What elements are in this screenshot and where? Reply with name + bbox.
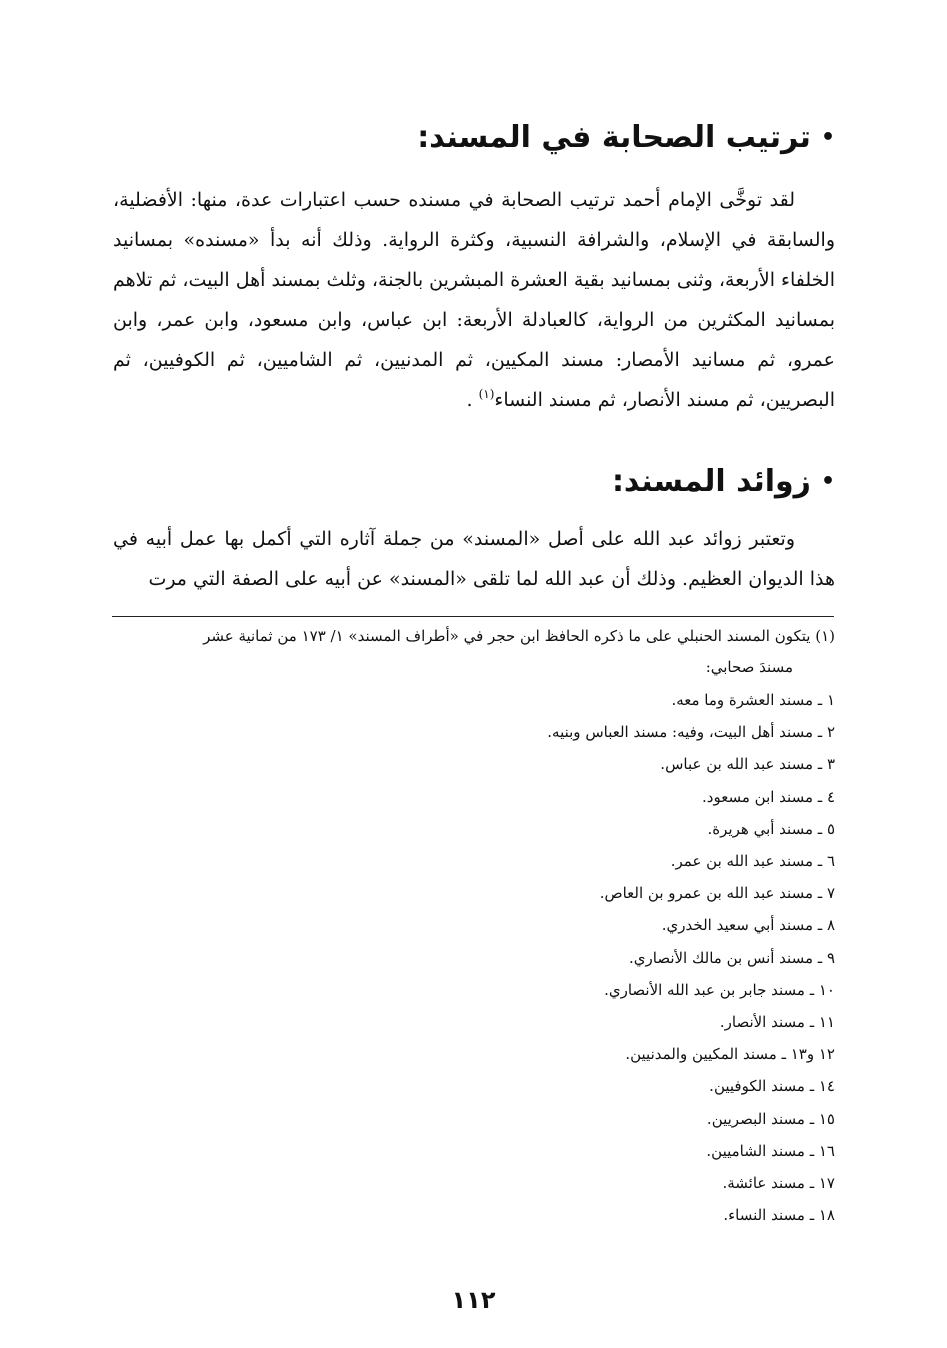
footnote-separator (112, 616, 834, 617)
paragraph-text: وتعتبر زوائد عبد الله على أصل «المسند» من جملة آثاره التي أكمل بها عمل أبيه في هذا الديوان العظيم. وذلك أن عبد الله لما تلقى «المسند» عن أبيه على الصفة التي مرت (113, 528, 835, 590)
paragraph-companions-order (113, 180, 835, 420)
list-item: ٥ ـ مسند أبي هريرة. (707, 819, 835, 838)
footnote-intro (113, 621, 835, 683)
list-item: ١١ ـ مسند الأنصار. (719, 1013, 835, 1032)
list-item: ٤ ـ مسند ابن مسعود. (702, 787, 835, 806)
paragraph-additions (113, 519, 835, 599)
list-item: ١٦ ـ مسند الشاميين. (706, 1141, 835, 1160)
list-item: ٦ ـ مسند عبد الله بن عمر. (670, 852, 835, 871)
heading-text: زوائد المسند: (611, 464, 811, 499)
list-item: ٣ ـ مسند عبد الله بن عباس. (660, 755, 835, 774)
footnote-musnad-list (547, 684, 835, 1231)
page-number: ١١٢ (451, 1286, 496, 1314)
footnote-reference[interactable]: (١) (478, 387, 495, 401)
list-item: ١٢ و١٣ ـ مسند المكيين والمدنيين. (625, 1045, 835, 1064)
heading-bullet: • (820, 469, 835, 494)
section-heading-companions-order (417, 118, 835, 158)
list-item: ١٨ ـ مسند النساء. (723, 1206, 835, 1225)
heading-text: ترتيب الصحابة في المسند: (417, 120, 811, 155)
paragraph-end: . (466, 389, 479, 411)
list-item: ١٥ ـ مسند البصريين. (706, 1109, 835, 1128)
list-item: ١٠ ـ مسند جابر بن عبد الله الأنصاري. (604, 980, 835, 999)
list-item: ٧ ـ مسند عبد الله بن عمرو بن العاص. (599, 884, 835, 903)
list-item: ١ ـ مسند العشرة وما معه. (671, 691, 835, 709)
section-heading-additions (612, 462, 835, 502)
footnote-intro-continuation: مسندَ صحابي: (705, 658, 793, 676)
footnote-intro-text: (١) يتكون المسند الحنبلي على ما ذكره الحافظ ابن حجر في «أطراف المسند» ١/ ١٧٣ من ثمانية عشر (203, 627, 835, 645)
list-item: ٩ ـ مسند أنس بن مالك الأنصاري. (629, 948, 835, 967)
list-item: ١٤ ـ مسند الكوفيين. (709, 1077, 835, 1096)
heading-bullet: • (820, 125, 835, 150)
list-item: ٨ ـ مسند أبي سعيد الخدري. (661, 916, 835, 935)
list-item: ٢ ـ مسند أهل البيت، وفيه: مسند العباس وبنيه. (547, 723, 835, 742)
paragraph-text: لقد توخَّى الإمام أحمد ترتيب الصحابة في مسنده حسب اعتبارات عدة، منها: الأفضلية، والسابقة في الإسلام، والشرافة النسبية، وكثرة الرواية. وذلك أنه بدأ «مسنده» بمسانيد الخلفاء الأربعة، وثنى بمسانيد بقية العشرة المبشرين بالجنة، وثلث بمسند أهل البيت، ثم تلاهم بمسانيد المكثرين من الرواية، كالعبادلة الأربعة: ابن عباس، وابن مسعود، وابن عمر، وابن عمرو، ثم مسانيد الأمصار: مسند المكيين، ثم المدنيين، ثم الشاميين، ثم الكوفيين، ثم البصريين، ثم مسند الأنصار، ثم مسند النساء (113, 189, 835, 411)
list-item: ١٧ ـ مسند عائشة. (722, 1174, 835, 1193)
